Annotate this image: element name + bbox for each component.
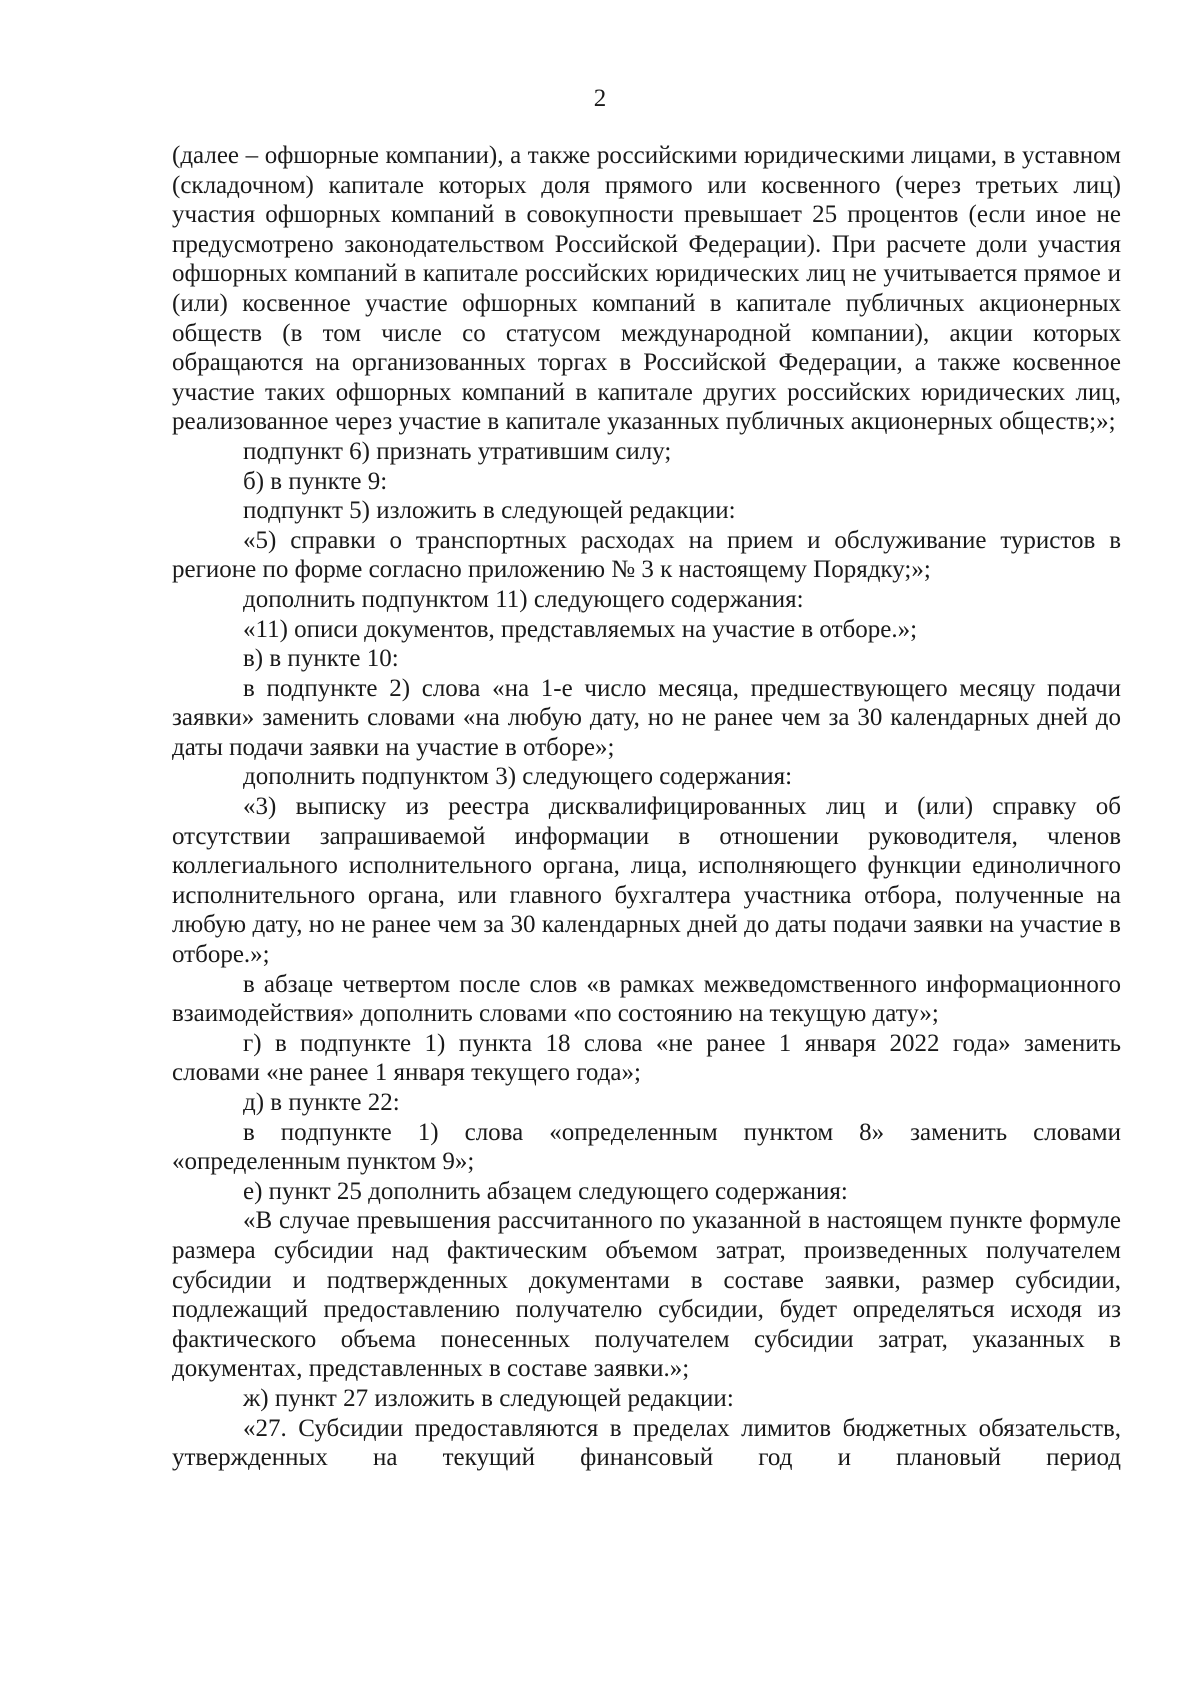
page-number: 2 [593,85,607,112]
paragraph: в подпункте 2) слова «на 1-е число месяца, предшествующего месяцу подачи заявки» заменить словами «на любую дату, но не ранее чем за 30 календарных дней до даты подачи заявки на участие в отборе»; [172,674,1121,761]
paragraph: б) в пункте 9: [243,467,388,495]
paragraph: е) пункт 25 дополнить абзацем следующего содержания: [243,1177,848,1205]
paragraph: ж) пункт 27 изложить в следующей редакции: [243,1384,734,1412]
document-body [172,141,1121,1473]
paragraph: «5) справки о транспортных расходах на прием и обслуживание туристов в регионе по форме согласно приложению № 3 к настоящему Порядку;»; [172,526,1121,584]
paragraph: дополнить подпунктом 11) следующего содержания: [243,585,804,613]
paragraph-continues-next-page: «27. Субсидии предоставляются в пределах лимитов бюджетных обязательств, утвержденных на текущий финансовый год и плановый период [172,1414,1121,1472]
paragraph: подпункт 5) изложить в следующей редакции: [243,497,736,525]
paragraph: «В случае превышения рассчитанного по указанной в настоящем пункте формуле размера субсидии над фактическим объемом затрат, произведенных получателем субсидии и подтвержденных документами в составе заявки, размер субсидии, подлежащий предоставлению получателю субсидии, будет определяться исходя из фактического объема понесенных получателем субсидии затрат, указанных в документах, представленных в составе заявки.»; [172,1207,1121,1383]
paragraph: в абзаце четвертом после слов «в рамках межведомственного информационного взаимодействия» дополнить словами «по состоянию на текущую дату»; [172,970,1121,1028]
paragraph-continuation: (далее – офшорные компании), а также российскими юридическими лицами, в уставном (складочном) капитале которых доля прямого или косвенного (через третьих лиц) участия офшорных компаний в совокупности превышает 25 процентов (если иное не предусмотрено законодательством Российской Федерации). При расчете доли участия офшорных компаний в капитале российских юридических лиц не учитывается прямое и (или) косвенное участие офшорных компаний в капитале публичных акционерных обществ (в том числе со статусом международной компании), акции которых обращаются на организованных торгах в Российской Федерации, а также косвенное участие таких офшорных компаний в капитале других российских юридических лиц, реализованное через участие в капитале указанных публичных акционерных обществ;»; [172,142,1121,436]
paragraph: д) в пункте 22: [243,1089,400,1116]
paragraph: «11) описи документов, представляемых на участие в отборе.»; [243,615,918,643]
paragraph: дополнить подпунктом 3) следующего содержания: [243,763,793,791]
paragraph: «3) выписку из реестра дисквалифицированных лиц и (или) справку об отсутствии запрашиваемой информации в отношении руководителя, членов коллегиального исполнительного органа, лица, исполняющего функции единоличного исполнительного органа, или главного бухгалтера участника отбора, полученные на любую дату, но не ранее чем за 30 календарных дней до даты подачи заявки на участие в отборе.»; [172,793,1121,969]
paragraph: г) в подпункте 1) пункта 18 слова «не ранее 1 января 2022 года» заменить словами «не ранее 1 января текущего года»; [172,1029,1121,1087]
paragraph: в подпункте 1) слова «определенным пунктом 8» заменить словами «определенным пунктом 9»; [172,1118,1121,1176]
paragraph: в) в пункте 10: [243,645,399,673]
paragraph: подпункт 6) признать утратившим силу; [243,437,672,465]
